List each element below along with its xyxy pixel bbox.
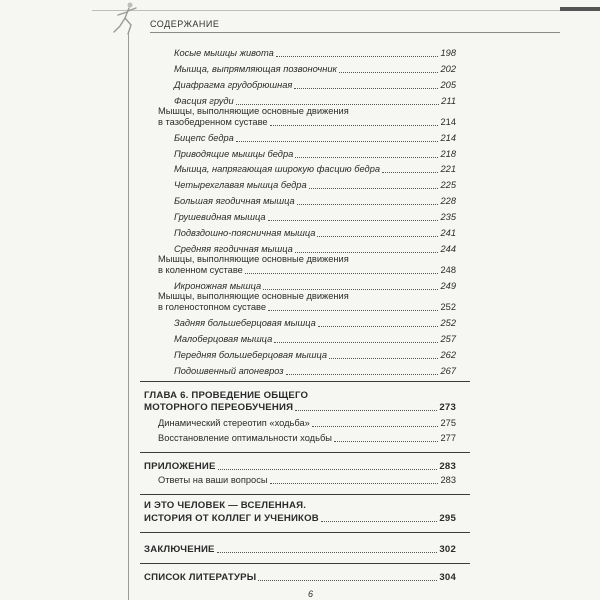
toc-entry[interactable]: Фасция груди 211 xyxy=(174,96,456,106)
toc-entry[interactable]: Мышца, выпрямляющая позвоночник 202 xyxy=(174,64,456,74)
section-divider xyxy=(140,381,470,382)
toc-literature[interactable]: СПИСОК ЛИТЕРАТУРЫ 304 xyxy=(144,572,456,583)
toc-section-ankle-line1: Мышцы, выполняющие основные движения xyxy=(158,291,349,301)
section-divider xyxy=(140,532,470,533)
toc-chapter-6[interactable]: МОТОРНОГО ПЕРЕОБУЧЕНИЯ 273 xyxy=(144,402,456,413)
toc-section-hip[interactable]: в тазобедренном суставе 214 xyxy=(158,117,456,127)
toc-entry[interactable]: Икроножная мышца 249 xyxy=(174,281,456,291)
toc-section-hip-line1: Мышцы, выполняющие основные движения xyxy=(158,106,349,116)
toc-entry[interactable]: Подошвенный апоневроз 267 xyxy=(174,366,456,376)
section-divider xyxy=(140,452,470,453)
toc-entry[interactable]: Динамический стереотип «ходьба» 275 xyxy=(158,418,456,428)
universe-title-line1: И ЭТО ЧЕЛОВЕК — ВСЕЛЕННАЯ. xyxy=(144,500,307,511)
toc-entry[interactable]: Приводящие мышцы бедра 218 xyxy=(174,149,456,159)
toc-section-ankle[interactable]: в голеностопном суставе 252 xyxy=(158,302,456,312)
running-head: СОДЕРЖАНИЕ xyxy=(150,19,220,29)
page-number: 6 xyxy=(308,589,314,599)
toc-entry[interactable]: Подвздошно-поясничная мышца 241 xyxy=(174,228,456,238)
toc-entry[interactable]: Косые мышцы живота 198 xyxy=(174,48,456,58)
toc-entry[interactable]: Передняя большеберцовая мышца 262 xyxy=(174,350,456,360)
section-divider xyxy=(140,494,470,495)
toc-section-knee-line1: Мышцы, выполняющие основные движения xyxy=(158,254,349,264)
toc-entry[interactable]: Мышца, напрягающая широкую фасцию бедра 221 xyxy=(174,164,456,174)
toc-entry[interactable]: Бицепс бедра 214 xyxy=(174,133,456,143)
toc-entry[interactable]: Большая ягодичная мышца 228 xyxy=(174,196,456,206)
section-divider xyxy=(140,563,470,564)
toc-entry[interactable]: Задняя большеберцовая мышца 252 xyxy=(174,318,456,328)
toc-entry[interactable]: Четырехглавая мышца бедра 225 xyxy=(174,180,456,190)
toc-entry[interactable]: Восстановление оптимальности ходьбы 277 xyxy=(158,433,456,443)
toc-appendix[interactable]: ПРИЛОЖЕНИЕ 283 xyxy=(144,461,456,472)
chapter6-title-line1: ГЛАВА 6. ПРОВЕДЕНИЕ ОБЩЕГО xyxy=(144,390,309,401)
toc-entry[interactable]: Малоберцовая мышца 257 xyxy=(174,334,456,344)
toc-entry[interactable]: Диафрагма грудобрюшная 205 xyxy=(174,80,456,90)
toc-entry[interactable]: Средняя ягодичная мышца 244 xyxy=(174,244,456,254)
toc-entry[interactable]: Ответы на ваши вопросы 283 xyxy=(158,475,456,485)
toc-conclusion[interactable]: ЗАКЛЮЧЕНИЕ 302 xyxy=(144,544,456,555)
toc-universe[interactable]: ИСТОРИЯ ОТ КОЛЛЕГ И УЧЕНИКОВ 295 xyxy=(144,513,456,524)
toc-section-knee[interactable]: в коленном суставе 248 xyxy=(158,265,456,275)
toc-entry[interactable]: Грушевидная мышца 235 xyxy=(174,212,456,222)
